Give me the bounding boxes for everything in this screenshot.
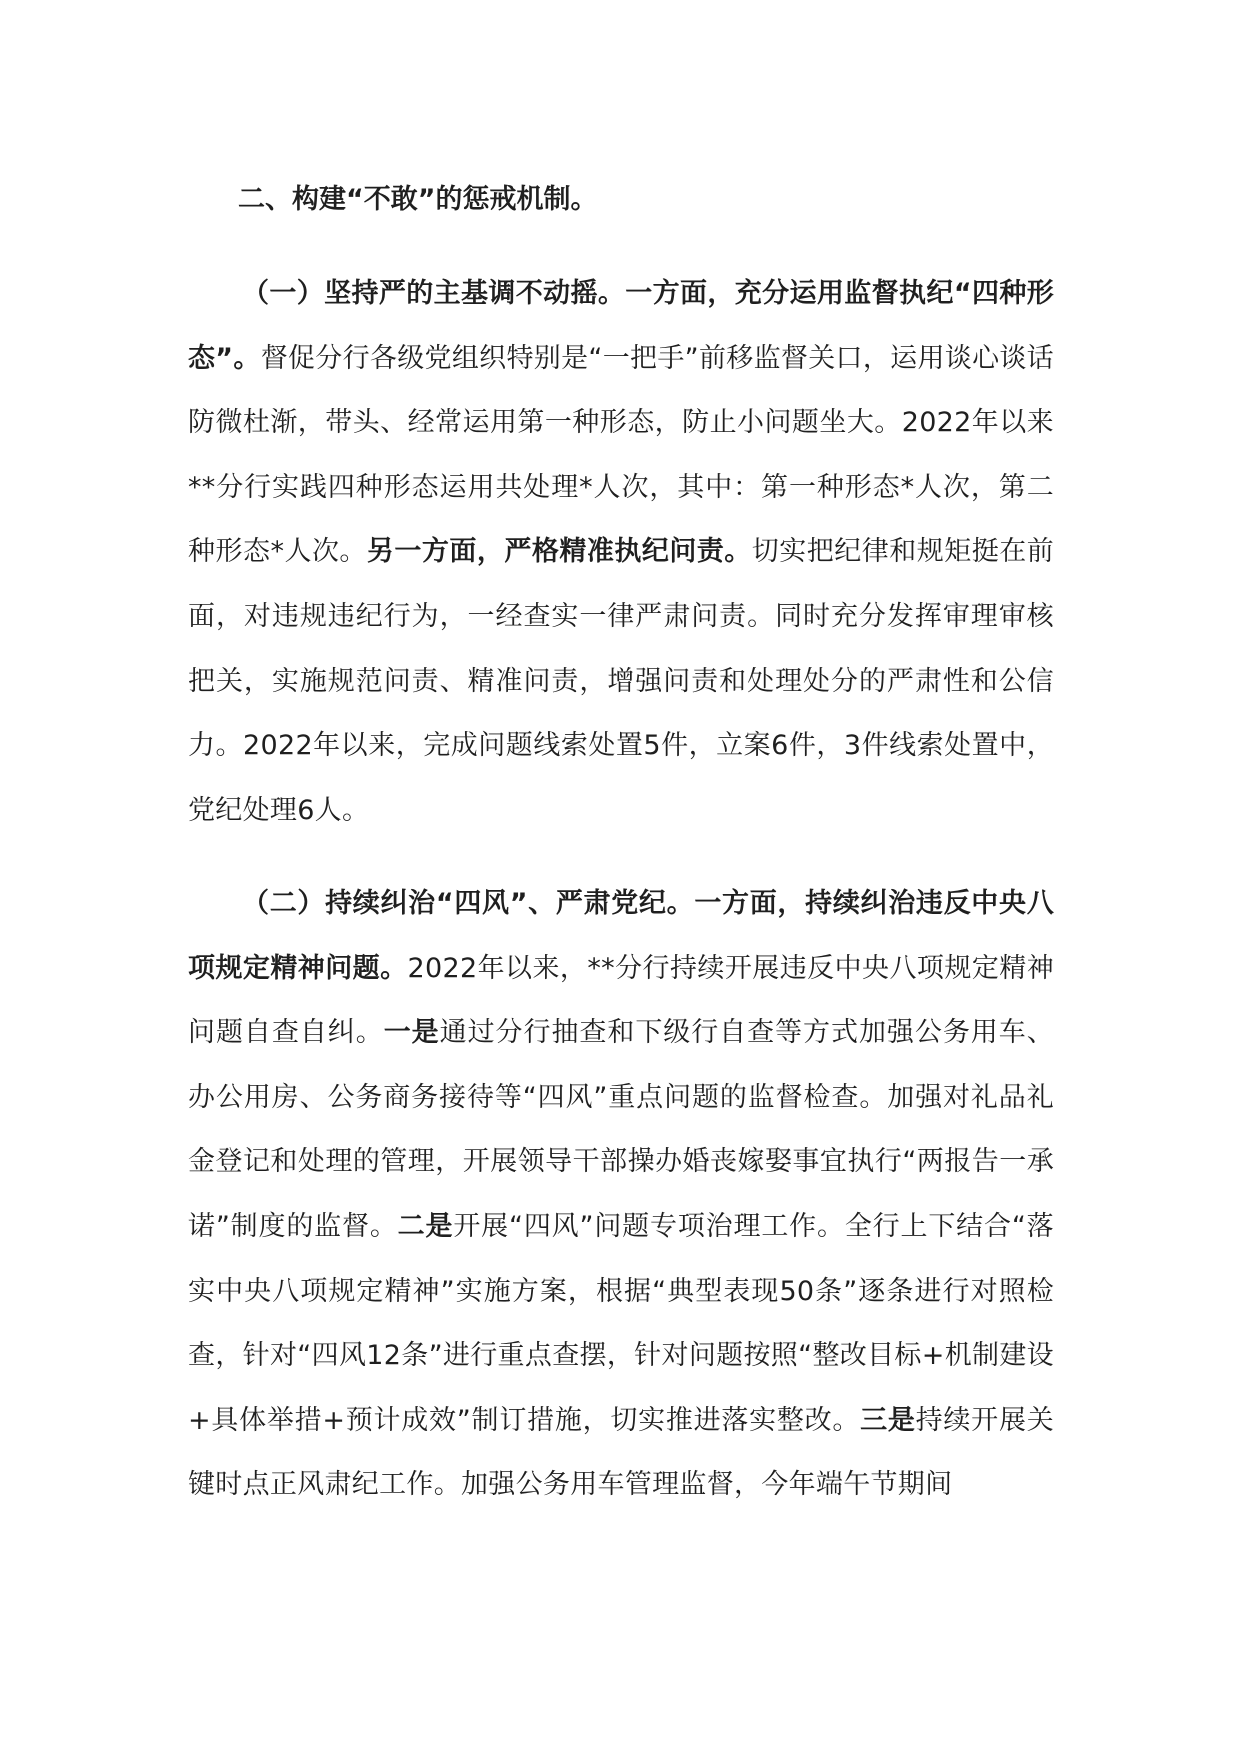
paragraph-2-text-4: 持续开展关键时点正风肃纪工作。加强公务用车管理监督，今年端午节期间 bbox=[188, 1404, 1054, 1501]
paragraph-2-bold-third: 三是 bbox=[860, 1404, 916, 1436]
section-heading: 二、构建“不敢”的惩戒机制。 bbox=[238, 184, 598, 215]
paragraph-1-text-2: 切实把纪律和规矩挺在前面，对违规违纪行为，一经查实一律严肃问责。同时充分发挥审理审核把关，实施规范问责、精准问责，增强问责和处理处分的严肃性和公信力。2022年以来，完成问题线索处置5件，立案6件，3件线索处置中，党纪处理6人。 bbox=[188, 536, 1054, 826]
paragraph-2-bold-first: 一是 bbox=[383, 1017, 440, 1049]
paragraph-2-bold-lead: （二）持续纠治“四风”、严肃党纪。一方面，持续纠治违反中央八项规定精神问题。 bbox=[188, 888, 1054, 984]
paragraph-2 bbox=[188, 872, 1054, 1518]
paragraph-1 bbox=[188, 262, 1054, 843]
paragraph-1-bold-2: 另一方面，严格精准执纪问责。 bbox=[366, 536, 752, 568]
paragraph-2-text-1: 2022年以来，**分行持续开展违反中央八项规定精神问题自查自纠。 bbox=[188, 952, 1054, 1049]
paragraph-2-text-2: 通过分行抽查和下级行自查等方式加强公务用车、办公用房、公务商务接待等“四风”重点问题的监督检查。加强对礼品礼金登记和处理的管理，开展领导干部操办婚丧嫁娶事宜执行“两报告一承诺”制度的监督。 bbox=[188, 1017, 1054, 1242]
paragraph-1-text-1: 督促分行各级党组织特别是“一把手”前移监督关口，运用谈心谈话防微杜渐，带头、经常运用第一种形态，防止小问题坐大。2022年以来**分行实践四种形态运用共处理*人次，其中：第一种形态*人次，第二种形态*人次。 bbox=[188, 342, 1054, 568]
paragraph-2-text-3: 开展“四风”问题专项治理工作。全行上下结合“落实中央八项规定精神”实施方案，根据“典型表现50条”逐条进行对照检查，针对“四风12条”进行重点查摆，针对问题按照“整改目标+机制建设+具体举措+预计成效”制订措施，切实推进落实整改。 bbox=[188, 1210, 1054, 1436]
paragraph-1-bold-lead: （一）坚持严的主基调不动摇。一方面，充分运用监督执纪“四种形态”。 bbox=[188, 278, 1054, 374]
paragraph-2-bold-second: 二是 bbox=[397, 1210, 454, 1242]
